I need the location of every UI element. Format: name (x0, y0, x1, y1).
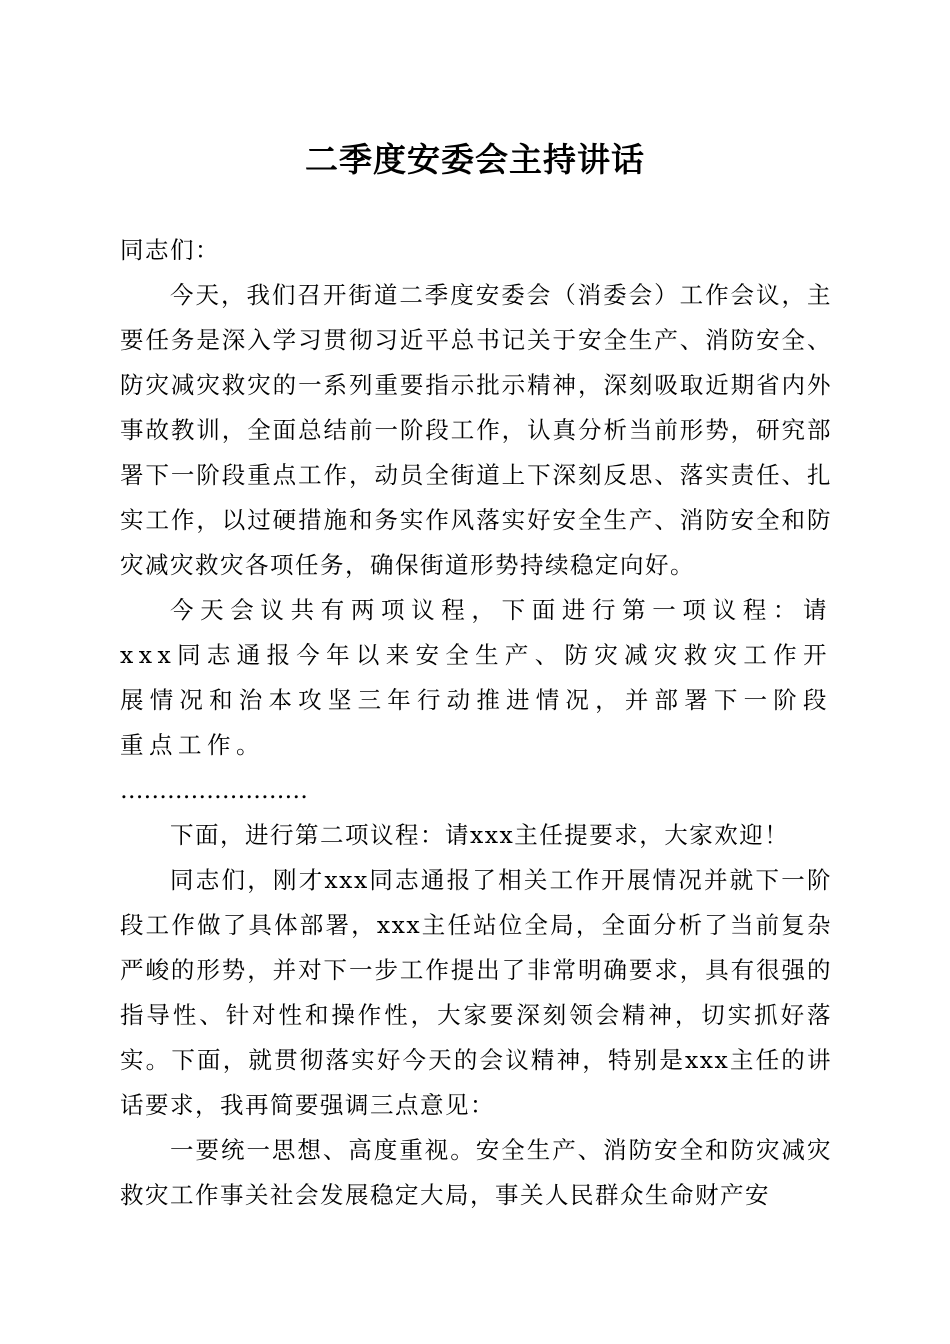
page-title: 二季度安委会主持讲话 (305, 140, 645, 179)
paragraph-summary: 同志们，刚才xxx同志通报了相关工作开展情况并就下一阶段工作做了具体部署，xxx主任站位全局，全面分析了当前复杂严峻的形势，并对下一步工作提出了非常明确要求，具有很强的指导性、针对性和操作性，大家要深刻领会精神，切实抓好落实。下面，就贯彻落实好今天的会议精神，特别是xxx主任的讲话要求，我再简要强调三点意见： (120, 866, 832, 1119)
paragraph-opening: 今天，我们召开街道二季度安委会（消委会）工作会议，主要任务是深入学习贯彻习近平总书记关于安全生产、消防安全、防灾减灾救灾的一系列重要指示批示精神，深刻吸取近期省内外事故教训，全面总结前一阶段工作，认真分析当前形势，研究部署下一阶段重点工作，动员全街道上下深刻反思、落实责任、扎实工作，以过硬措施和务实作风落实好安全生产、消防安全和防灾减灾救灾各项任务，确保街道形势持续稳定向好。 (120, 281, 832, 579)
ellipsis-line: …………………… (120, 776, 308, 804)
paragraph-agenda-one: 今天会议共有两项议程，下面进行第一项议程：请xxx同志通报今年以来安全生产、防灾减灾救灾工作开展情况和治本攻坚三年行动推进情况，并部署下一阶段重点工作。 (120, 596, 832, 759)
paragraph-point-one: 一要统一思想、高度重视。安全生产、消防安全和防灾减灾救灾工作事关社会发展稳定大局，事关人民群众生命财产安 (120, 1136, 832, 1209)
paragraph-agenda-two: 下面，进行第二项议程：请xxx主任提要求，大家欢迎！ (170, 821, 790, 849)
salutation: 同志们： (120, 236, 220, 264)
document-body (120, 228, 832, 1218)
